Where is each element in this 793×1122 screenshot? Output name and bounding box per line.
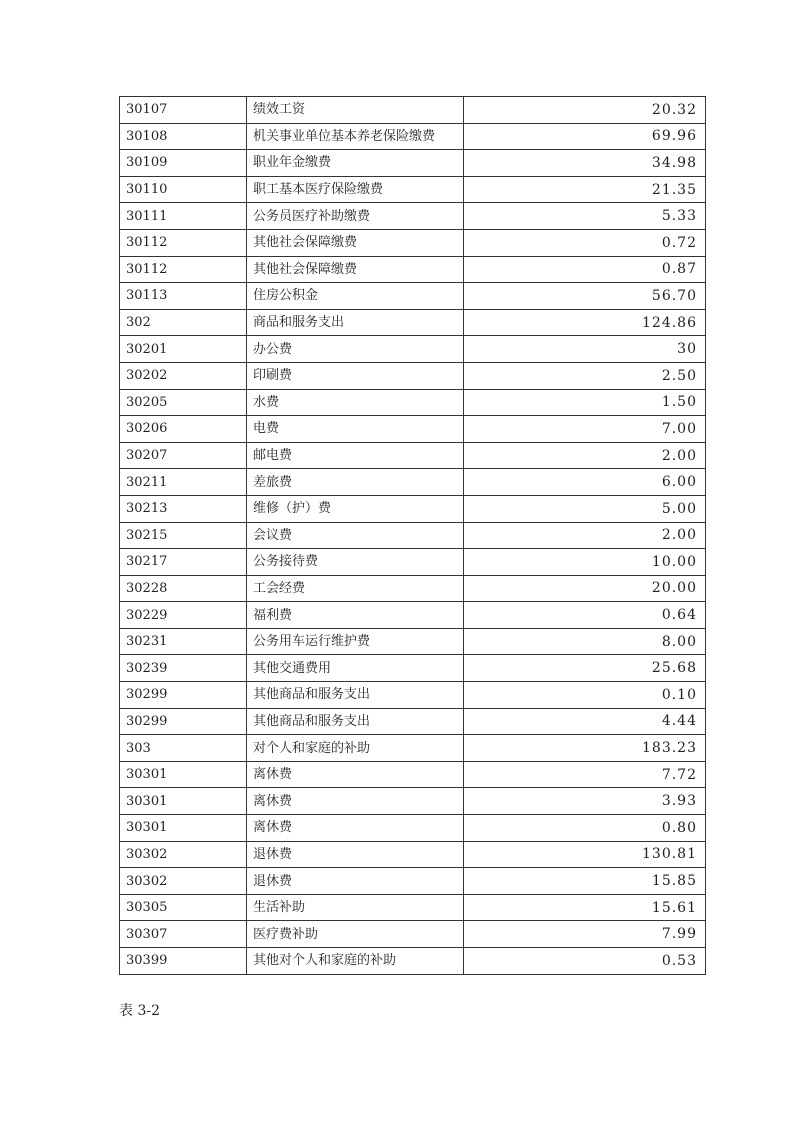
table-row (120, 150, 706, 177)
row-amount-cell: 3.93 (464, 788, 706, 815)
row-name-cell: 会议费 (247, 522, 464, 549)
table-row (120, 948, 706, 975)
row-amount-cell: 2.00 (464, 442, 706, 469)
row-amount-cell: 7.00 (464, 416, 706, 443)
row-code-cell: 30107 (120, 97, 247, 124)
row-amount-cell: 0.80 (464, 815, 706, 842)
row-code-cell: 30205 (120, 389, 247, 416)
table-row (120, 442, 706, 469)
row-name-cell: 其他社会保障缴费 (247, 256, 464, 283)
row-amount-cell: 56.70 (464, 283, 706, 310)
table-row (120, 841, 706, 868)
table-row (120, 655, 706, 682)
table-caption: 表 3-2 (119, 1003, 160, 1019)
row-amount-cell: 0.87 (464, 256, 706, 283)
row-amount-cell: 0.10 (464, 682, 706, 709)
row-code-cell: 30239 (120, 655, 247, 682)
row-amount-cell: 183.23 (464, 735, 706, 762)
row-amount-cell: 34.98 (464, 150, 706, 177)
table-row (120, 815, 706, 842)
row-amount-cell: 30 (464, 336, 706, 363)
row-code-cell: 30207 (120, 442, 247, 469)
row-name-cell: 住房公积金 (247, 283, 464, 310)
row-code-cell: 30302 (120, 841, 247, 868)
table-row (120, 203, 706, 230)
row-code-cell: 30302 (120, 868, 247, 895)
table-row (120, 283, 706, 310)
row-name-cell: 机关事业单位基本养老保险缴费 (247, 123, 464, 150)
row-amount-cell: 124.86 (464, 309, 706, 336)
table-row (120, 682, 706, 709)
row-name-cell: 职业年金缴费 (247, 150, 464, 177)
table-row (120, 389, 706, 416)
row-amount-cell: 5.00 (464, 495, 706, 522)
table-row (120, 176, 706, 203)
row-code-cell: 30301 (120, 761, 247, 788)
row-amount-cell: 7.99 (464, 921, 706, 948)
row-name-cell: 生活补助 (247, 894, 464, 921)
row-amount-cell: 5.33 (464, 203, 706, 230)
row-amount-cell: 20.00 (464, 575, 706, 602)
row-name-cell: 其他交通费用 (247, 655, 464, 682)
row-code-cell: 30108 (120, 123, 247, 150)
row-name-cell: 绩效工资 (247, 97, 464, 124)
row-amount-cell: 130.81 (464, 841, 706, 868)
table-row (120, 522, 706, 549)
row-name-cell: 公务用车运行维护费 (247, 628, 464, 655)
table-row (120, 575, 706, 602)
row-code-cell: 30213 (120, 495, 247, 522)
row-code-cell: 30301 (120, 788, 247, 815)
row-code-cell: 30301 (120, 815, 247, 842)
row-name-cell: 公务员医疗补助缴费 (247, 203, 464, 230)
row-code-cell: 303 (120, 735, 247, 762)
row-code-cell: 30307 (120, 921, 247, 948)
row-name-cell: 差旅费 (247, 469, 464, 496)
row-name-cell: 退休费 (247, 868, 464, 895)
row-amount-cell: 8.00 (464, 628, 706, 655)
table-row (120, 868, 706, 895)
row-name-cell: 对个人和家庭的补助 (247, 735, 464, 762)
row-name-cell: 邮电费 (247, 442, 464, 469)
row-amount-cell: 15.85 (464, 868, 706, 895)
table-row (120, 735, 706, 762)
row-code-cell: 30299 (120, 682, 247, 709)
row-name-cell: 离休费 (247, 761, 464, 788)
table-row (120, 362, 706, 389)
row-amount-cell: 0.64 (464, 602, 706, 629)
row-amount-cell: 7.72 (464, 761, 706, 788)
row-code-cell: 30229 (120, 602, 247, 629)
table-row (120, 256, 706, 283)
row-code-cell: 30211 (120, 469, 247, 496)
row-code-cell: 30228 (120, 575, 247, 602)
row-amount-cell: 15.61 (464, 894, 706, 921)
row-name-cell: 办公费 (247, 336, 464, 363)
row-amount-cell: 4.44 (464, 708, 706, 735)
row-code-cell: 30299 (120, 708, 247, 735)
table-row (120, 761, 706, 788)
expenditure-table-body (120, 97, 706, 975)
table-row (120, 921, 706, 948)
row-code-cell: 30217 (120, 549, 247, 576)
row-name-cell: 职工基本医疗保险缴费 (247, 176, 464, 203)
row-name-cell: 水费 (247, 389, 464, 416)
row-name-cell: 印刷费 (247, 362, 464, 389)
row-name-cell: 工会经费 (247, 575, 464, 602)
table-row (120, 416, 706, 443)
row-code-cell: 30109 (120, 150, 247, 177)
row-name-cell: 公务接待费 (247, 549, 464, 576)
row-code-cell: 30110 (120, 176, 247, 203)
row-amount-cell: 10.00 (464, 549, 706, 576)
expenditure-table (119, 96, 706, 975)
table-row (120, 602, 706, 629)
row-code-cell: 30206 (120, 416, 247, 443)
row-name-cell: 电费 (247, 416, 464, 443)
row-code-cell: 30202 (120, 362, 247, 389)
row-amount-cell: 6.00 (464, 469, 706, 496)
row-code-cell: 30201 (120, 336, 247, 363)
row-code-cell: 30111 (120, 203, 247, 230)
table-row (120, 708, 706, 735)
table-row (120, 309, 706, 336)
row-amount-cell: 2.00 (464, 522, 706, 549)
table-row (120, 97, 706, 124)
row-amount-cell: 21.35 (464, 176, 706, 203)
row-code-cell: 30112 (120, 229, 247, 256)
row-name-cell: 医疗费补助 (247, 921, 464, 948)
row-amount-cell: 0.72 (464, 229, 706, 256)
table-row (120, 788, 706, 815)
row-name-cell: 维修（护）费 (247, 495, 464, 522)
table-row (120, 894, 706, 921)
row-amount-cell: 2.50 (464, 362, 706, 389)
table-row (120, 336, 706, 363)
row-amount-cell: 25.68 (464, 655, 706, 682)
row-code-cell: 30399 (120, 948, 247, 975)
row-amount-cell: 69.96 (464, 123, 706, 150)
table-row (120, 495, 706, 522)
row-amount-cell: 1.50 (464, 389, 706, 416)
table-row (120, 628, 706, 655)
row-name-cell: 其他商品和服务支出 (247, 708, 464, 735)
row-name-cell: 离休费 (247, 815, 464, 842)
row-code-cell: 30113 (120, 283, 247, 310)
row-name-cell: 离休费 (247, 788, 464, 815)
table-row (120, 549, 706, 576)
row-name-cell: 商品和服务支出 (247, 309, 464, 336)
row-code-cell: 30305 (120, 894, 247, 921)
row-amount-cell: 0.53 (464, 948, 706, 975)
table-row (120, 229, 706, 256)
row-name-cell: 其他商品和服务支出 (247, 682, 464, 709)
table-row (120, 123, 706, 150)
row-amount-cell: 20.32 (464, 97, 706, 124)
row-name-cell: 退休费 (247, 841, 464, 868)
row-code-cell: 30112 (120, 256, 247, 283)
row-name-cell: 其他社会保障缴费 (247, 229, 464, 256)
row-code-cell: 30231 (120, 628, 247, 655)
row-code-cell: 30215 (120, 522, 247, 549)
table-row (120, 469, 706, 496)
row-code-cell: 302 (120, 309, 247, 336)
row-name-cell: 其他对个人和家庭的补助 (247, 948, 464, 975)
row-name-cell: 福利费 (247, 602, 464, 629)
